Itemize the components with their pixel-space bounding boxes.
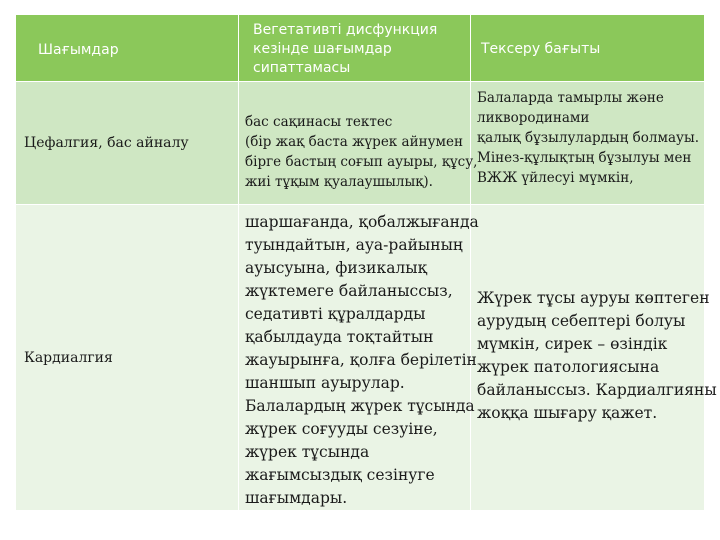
direction-cell <box>471 205 717 510</box>
description-line: жүрек тұсында <box>245 443 370 461</box>
complaint-text: Цефалгия, бас айналу <box>24 135 189 151</box>
header-complaints <box>16 15 239 81</box>
description-line: қабылдауда тоқтайтын <box>245 328 434 346</box>
direction-line: ликвородинами <box>477 110 590 126</box>
complaints-table <box>16 15 717 511</box>
description-line: жүрек соғууды сезуіне, <box>245 420 438 438</box>
description-line: жүктемеге байланыссыз, <box>245 282 453 300</box>
description-line: шаршағанда, қобалжығанда <box>245 213 479 231</box>
complaint-text: Кардиалгия <box>24 349 113 366</box>
table-row <box>16 205 717 511</box>
description-line: жағымсыздық сезінуге <box>245 466 435 484</box>
description-line: бас сақинасы тектес <box>245 114 393 130</box>
direction-line: мүмкін, сирек – өзіндік <box>477 335 668 353</box>
header-description-line: сипаттамасы <box>253 60 351 76</box>
description-line: шағымдары. <box>245 489 348 507</box>
description-cell <box>239 82 478 204</box>
direction-line: аурудың себептері болуы <box>477 312 686 330</box>
description-line: жиі тұқым қуалаушылық). <box>245 174 433 190</box>
description-cell <box>239 205 479 510</box>
header-direction <box>471 15 704 81</box>
complaint-cell <box>16 82 239 204</box>
direction-line: ВЖЖ үйлесуі мүмкін, <box>477 170 634 186</box>
header-description <box>239 15 471 81</box>
direction-cell <box>471 82 704 204</box>
table-header-row <box>16 15 704 82</box>
direction-line: Мінез-құлықтың бұзылуы мен <box>477 150 692 166</box>
direction-line: қалық бұзылулардың болмауы. <box>477 130 700 146</box>
direction-line: жүрек патологиясына <box>477 358 660 376</box>
direction-line: байланыссыз. Кардиалгияны <box>477 381 717 399</box>
complaint-cell <box>16 205 239 510</box>
direction-line: жоққа шығару қажет. <box>477 404 658 422</box>
header-description-line: Вегетативті дисфункция <box>253 22 438 38</box>
direction-line: Жүрек тұсы ауруы көптеген <box>477 289 710 307</box>
description-line: седативті құралдарды <box>245 305 426 323</box>
table-row <box>16 82 704 205</box>
description-line: (бір жақ баста жүрек айнумен <box>245 134 464 150</box>
description-line: шаншып ауырулар. <box>245 374 405 392</box>
header-direction-label: Тексеру бағыты <box>481 41 601 57</box>
description-line: туындайтын, ауа-райының <box>245 236 463 254</box>
header-complaints-label: Шағымдар <box>38 42 119 58</box>
header-description-line: кезінде шағымдар <box>253 41 392 57</box>
description-line: Балалардың жүрек тұсында <box>245 397 475 415</box>
description-line: ауысуына, физикалық <box>245 259 428 277</box>
direction-line: Балаларда тамырлы және <box>477 90 664 106</box>
description-line: жауырынға, қолға берілетін <box>245 351 477 369</box>
description-line: бірге бастың соғып ауыры, құсу, <box>245 154 478 170</box>
